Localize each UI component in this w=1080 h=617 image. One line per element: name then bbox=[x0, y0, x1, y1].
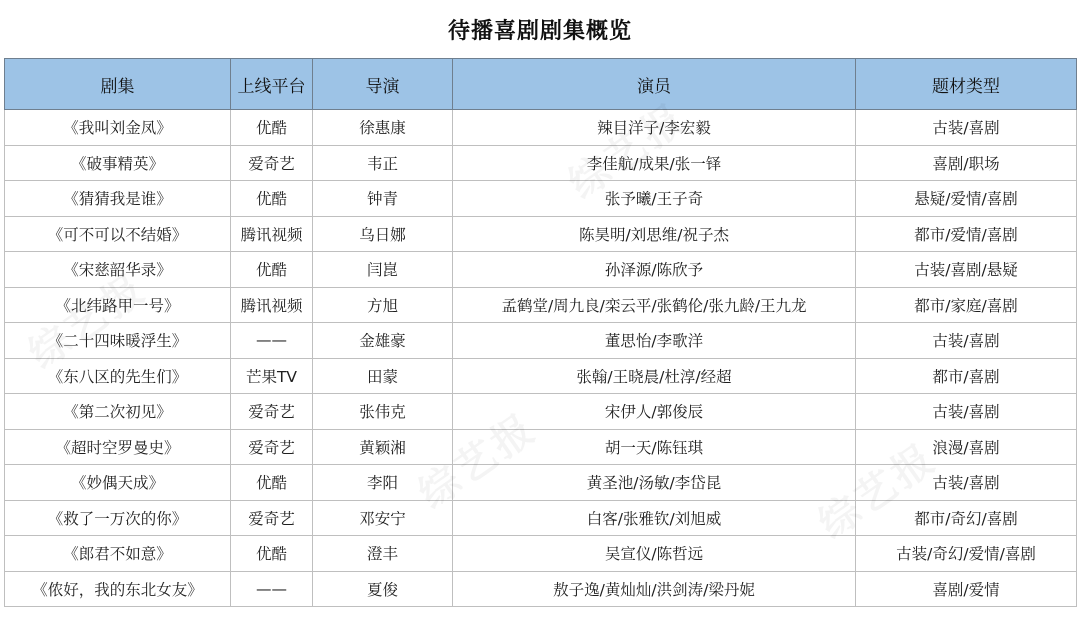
cell-cast: 敖子逸/黄灿灿/洪剑涛/梁丹妮 bbox=[453, 571, 856, 607]
header-row bbox=[5, 59, 1077, 110]
cell-cast: 宋伊人/郭俊辰 bbox=[453, 394, 856, 430]
header-cast: 演员 bbox=[453, 59, 856, 110]
cell-drama: 《超时空罗曼史》 bbox=[5, 429, 231, 465]
cell-drama: 《妙偶天成》 bbox=[5, 465, 231, 501]
cell-drama: 《破事精英》 bbox=[5, 145, 231, 181]
cell-platform: 芒果TV bbox=[231, 358, 313, 394]
cell-platform: 爱奇艺 bbox=[231, 429, 313, 465]
cell-cast: 白客/张雅钦/刘旭威 bbox=[453, 500, 856, 536]
cell-genre: 悬疑/爱情/喜剧 bbox=[856, 181, 1077, 217]
cell-genre: 古装/喜剧 bbox=[856, 394, 1077, 430]
cell-genre: 浪漫/喜剧 bbox=[856, 429, 1077, 465]
cell-drama: 《侬好，我的东北女友》 bbox=[5, 571, 231, 607]
cell-drama: 《宋慈韶华录》 bbox=[5, 252, 231, 288]
cell-drama: 《救了一万次的你》 bbox=[5, 500, 231, 536]
cell-genre: 古装/喜剧 bbox=[856, 110, 1077, 146]
table-row bbox=[5, 181, 1077, 217]
table-row bbox=[5, 110, 1077, 146]
table-row bbox=[5, 216, 1077, 252]
cell-platform: 优酷 bbox=[231, 110, 313, 146]
header-director: 导演 bbox=[313, 59, 453, 110]
cell-drama: 《猜猜我是谁》 bbox=[5, 181, 231, 217]
cell-director: 徐惠康 bbox=[313, 110, 453, 146]
cell-genre: 古装/奇幻/爱情/喜剧 bbox=[856, 536, 1077, 572]
table-row bbox=[5, 571, 1077, 607]
cell-cast: 张翰/王晓晨/杜淳/经超 bbox=[453, 358, 856, 394]
cell-director: 方旭 bbox=[313, 287, 453, 323]
cell-genre: 都市/奇幻/喜剧 bbox=[856, 500, 1077, 536]
cell-cast: 辣目洋子/李宏毅 bbox=[453, 110, 856, 146]
table-header bbox=[5, 59, 1077, 110]
table-row bbox=[5, 394, 1077, 430]
cell-genre: 都市/爱情/喜剧 bbox=[856, 216, 1077, 252]
cell-director: 李阳 bbox=[313, 465, 453, 501]
cell-platform: 优酷 bbox=[231, 536, 313, 572]
header-platform: 上线平台 bbox=[231, 59, 313, 110]
cell-platform: 爱奇艺 bbox=[231, 500, 313, 536]
header-drama: 剧集 bbox=[5, 59, 231, 110]
cell-director: 夏俊 bbox=[313, 571, 453, 607]
table-body bbox=[5, 110, 1077, 607]
cell-genre: 古装/喜剧 bbox=[856, 465, 1077, 501]
cell-cast: 胡一天/陈钰琪 bbox=[453, 429, 856, 465]
header-genre: 题材类型 bbox=[856, 59, 1077, 110]
cell-cast: 黄圣池/汤敏/李岱昆 bbox=[453, 465, 856, 501]
cell-cast: 陈昊明/刘思维/祝子杰 bbox=[453, 216, 856, 252]
page-title: 待播喜剧剧集概览 bbox=[447, 18, 632, 44]
cell-platform: 优酷 bbox=[231, 252, 313, 288]
cell-platform: —— bbox=[231, 323, 313, 359]
cell-genre: 都市/喜剧 bbox=[856, 358, 1077, 394]
cell-director: 金雄豪 bbox=[313, 323, 453, 359]
table-row bbox=[5, 358, 1077, 394]
cell-director: 邓安宁 bbox=[313, 500, 453, 536]
table-row bbox=[5, 252, 1077, 288]
table-row bbox=[5, 465, 1077, 501]
cell-cast: 董思怡/李歌洋 bbox=[453, 323, 856, 359]
cell-director: 澄丰 bbox=[313, 536, 453, 572]
cell-drama: 《东八区的先生们》 bbox=[5, 358, 231, 394]
table-row bbox=[5, 500, 1077, 536]
cell-platform: 腾讯视频 bbox=[231, 216, 313, 252]
cell-cast: 李佳航/成果/张一铎 bbox=[453, 145, 856, 181]
cell-genre: 喜剧/职场 bbox=[856, 145, 1077, 181]
cell-director: 韦正 bbox=[313, 145, 453, 181]
cell-director: 张伟克 bbox=[313, 394, 453, 430]
cell-genre: 喜剧/爱情 bbox=[856, 571, 1077, 607]
cell-director: 闫崑 bbox=[313, 252, 453, 288]
cell-platform: 优酷 bbox=[231, 181, 313, 217]
table-row bbox=[5, 287, 1077, 323]
cell-platform: 优酷 bbox=[231, 465, 313, 501]
cell-director: 田蒙 bbox=[313, 358, 453, 394]
cell-cast: 吴宣仪/陈哲远 bbox=[453, 536, 856, 572]
table-row bbox=[5, 145, 1077, 181]
cell-genre: 古装/喜剧/悬疑 bbox=[856, 252, 1077, 288]
cell-director: 乌日娜 bbox=[313, 216, 453, 252]
cell-drama: 《第二次初见》 bbox=[5, 394, 231, 430]
cell-platform: 爱奇艺 bbox=[231, 394, 313, 430]
cell-genre: 都市/家庭/喜剧 bbox=[856, 287, 1077, 323]
cell-cast: 张予曦/王子奇 bbox=[453, 181, 856, 217]
cell-drama: 《可不可以不结婚》 bbox=[5, 216, 231, 252]
cell-drama: 《北纬路甲一号》 bbox=[5, 287, 231, 323]
cell-genre: 古装/喜剧 bbox=[856, 323, 1077, 359]
cell-drama: 《我叫刘金凤》 bbox=[5, 110, 231, 146]
cell-platform: 爱奇艺 bbox=[231, 145, 313, 181]
table-row bbox=[5, 429, 1077, 465]
cell-director: 黄颖湘 bbox=[313, 429, 453, 465]
drama-table bbox=[4, 58, 1077, 607]
cell-cast: 孙泽源/陈欣予 bbox=[453, 252, 856, 288]
cell-drama: 《郎君不如意》 bbox=[5, 536, 231, 572]
cell-cast: 孟鹤堂/周九良/栾云平/张鹤伦/张九龄/王九龙 bbox=[453, 287, 856, 323]
cell-platform: —— bbox=[231, 571, 313, 607]
cell-platform: 腾讯视频 bbox=[231, 287, 313, 323]
table-row bbox=[5, 536, 1077, 572]
table-row bbox=[5, 323, 1077, 359]
cell-director: 钟青 bbox=[313, 181, 453, 217]
cell-drama: 《二十四味暖浮生》 bbox=[5, 323, 231, 359]
